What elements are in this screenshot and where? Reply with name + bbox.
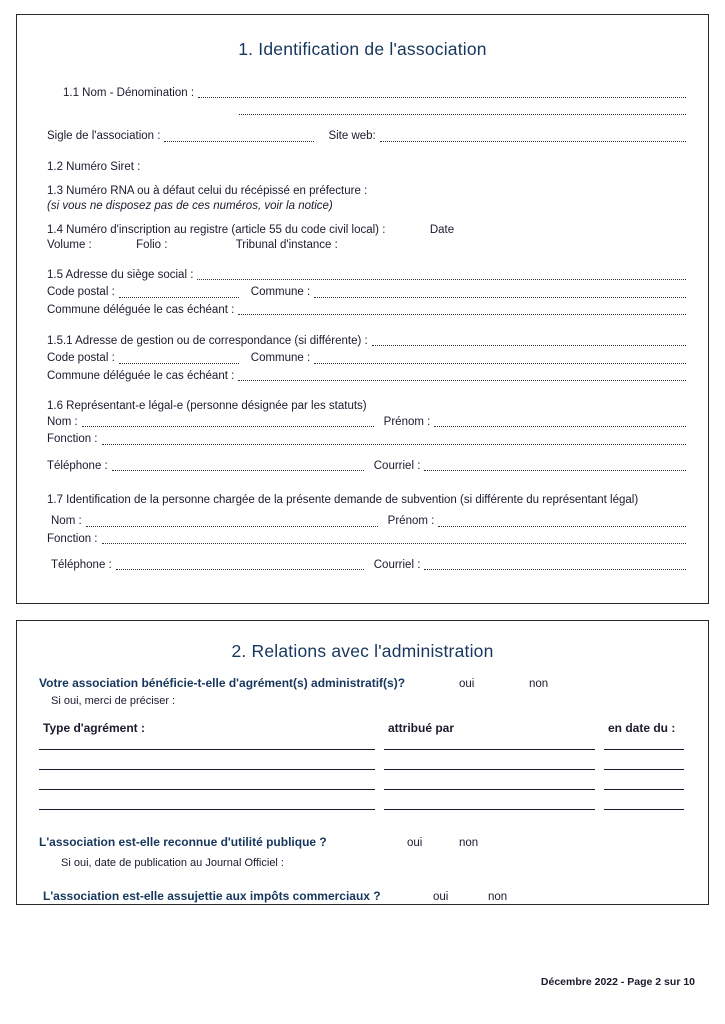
field-nom-denomination-line2	[39, 103, 686, 117]
field-personne-nom-prenom	[39, 514, 686, 528]
field-representant-fonction	[39, 432, 686, 446]
field-label: Commune :	[250, 352, 311, 365]
input-code-postal-siege[interactable]	[119, 286, 239, 298]
field-label: Commune déléguée le cas échéant :	[47, 369, 235, 382]
field-numero-rna-note: (si vous ne disposez pas de ces numéros, voir la notice)	[47, 199, 333, 212]
field-personne-telephone-courriel	[39, 558, 686, 572]
input-personne-courriel[interactable]	[424, 558, 686, 570]
section-1-title: 1. Identification de l'association	[238, 39, 487, 59]
field-label: 1.5.1 Adresse de gestion ou de correspondance (si différente) :	[47, 334, 368, 347]
input-type-agrement[interactable]	[39, 777, 375, 790]
field-label-tribunal[interactable]: Tribunal d'instance :	[235, 238, 338, 251]
agrement-table-header	[39, 721, 686, 735]
input-representant-telephone[interactable]	[112, 459, 364, 471]
input-en-date-du[interactable]	[604, 777, 684, 790]
input-attribue-par[interactable]	[384, 797, 595, 810]
field-label: Site web:	[328, 130, 376, 143]
question-impots-commerciaux	[39, 889, 686, 903]
input-commune-deleguee-gestion[interactable]	[238, 369, 686, 381]
input-sigle[interactable]	[164, 130, 314, 142]
field-representant-legal-title: 1.6 Représentant-e légal-e (personne désignée par les statuts)	[47, 400, 367, 412]
field-label: Téléphone :	[47, 459, 108, 472]
field-label-folio[interactable]: Folio :	[136, 238, 168, 251]
field-label: Fonction :	[47, 433, 98, 446]
field-label: Téléphone :	[51, 558, 112, 571]
question-utilite-publique	[39, 835, 686, 849]
field-numero-registre	[39, 224, 686, 236]
field-label: Code postal :	[47, 286, 115, 299]
option-oui-agrement[interactable]: oui	[459, 678, 475, 690]
field-numero-siret[interactable]: 1.2 Numéro Siret :	[47, 160, 141, 173]
option-non-impots[interactable]: non	[488, 891, 508, 903]
field-label: Commune déléguée le cas échéant :	[47, 303, 235, 316]
input-type-agrement[interactable]	[39, 737, 375, 750]
field-label: 1.4 Numéro d'inscription au registre (article 55 du code civil local) :	[47, 223, 386, 236]
field-adresse-siege	[39, 268, 686, 282]
input-representant-courriel[interactable]	[424, 459, 686, 471]
field-label: Commune :	[250, 286, 311, 299]
input-attribue-par[interactable]	[384, 777, 595, 790]
field-code-postal-siege	[39, 285, 686, 299]
field-label-date: Date	[429, 223, 455, 236]
question-agrement	[39, 676, 686, 690]
field-label: Fonction :	[47, 532, 98, 545]
input-adresse-gestion[interactable]	[372, 334, 686, 346]
field-label: Nom :	[47, 416, 78, 428]
question-label: L'association est-elle assujettie aux impôts commerciaux ?	[43, 889, 381, 903]
field-label: Code postal :	[47, 352, 115, 365]
input-en-date-du[interactable]	[604, 797, 684, 810]
input-personne-nom[interactable]	[86, 515, 378, 527]
input-nom-denomination[interactable]	[198, 86, 686, 98]
input-attribue-par[interactable]	[384, 737, 595, 750]
field-label: Courriel :	[373, 558, 421, 571]
field-label: Prénom :	[387, 515, 435, 528]
field-label: Courriel :	[373, 459, 421, 472]
input-en-date-du[interactable]	[604, 757, 684, 770]
input-personne-fonction[interactable]	[102, 532, 687, 544]
option-non-agrement[interactable]: non	[529, 678, 549, 690]
field-label: Sigle de l'association :	[47, 130, 161, 143]
input-en-date-du[interactable]	[604, 737, 684, 750]
note-agrement: Si oui, merci de préciser :	[51, 695, 176, 707]
input-attribue-par[interactable]	[384, 757, 595, 770]
field-representant-telephone-courriel	[39, 459, 686, 473]
table-row	[39, 797, 686, 810]
input-type-agrement[interactable]	[39, 797, 375, 810]
table-row	[39, 777, 686, 790]
field-label: Prénom :	[383, 416, 431, 428]
column-header-date: en date du :	[608, 721, 676, 735]
field-commune-deleguee-siege	[39, 303, 686, 317]
input-commune-deleguee-siege[interactable]	[238, 303, 686, 315]
page-footer: Décembre 2022 - Page 2 sur 10	[540, 976, 695, 988]
input-representant-fonction[interactable]	[102, 433, 687, 445]
column-header-attribue-par: attribué par	[388, 721, 455, 735]
input-type-agrement[interactable]	[39, 757, 375, 770]
section-relations-administration	[16, 620, 709, 905]
field-sigle	[39, 129, 686, 143]
input-personne-prenom[interactable]	[438, 515, 686, 527]
field-personne-chargee-title: 1.7 Identification de la personne chargée de la présente demande de subvention (si différente du représentant légal)	[47, 494, 639, 507]
field-registre-details	[39, 239, 686, 251]
input-personne-telephone[interactable]	[116, 558, 364, 570]
field-label: 1.5 Adresse du siège social :	[47, 268, 194, 281]
option-non-utilite-publique[interactable]: non	[459, 837, 479, 849]
table-row	[39, 757, 686, 770]
field-label-volume[interactable]: Volume :	[47, 238, 92, 251]
input-representant-nom[interactable]	[82, 415, 374, 427]
table-row	[39, 737, 686, 750]
field-nom-denomination	[39, 86, 686, 100]
field-adresse-gestion	[39, 334, 686, 348]
section-2-title: 2. Relations avec l'administration	[231, 641, 494, 661]
question-label: L'association est-elle reconnue d'utilité publique ?	[39, 835, 327, 849]
field-code-postal-gestion	[39, 351, 686, 365]
input-representant-prenom[interactable]	[434, 415, 686, 427]
note-utilite-publique: Si oui, date de publication au Journal Officiel :	[61, 857, 284, 869]
input-site-web[interactable]	[380, 130, 686, 142]
option-oui-impots[interactable]: oui	[433, 891, 449, 903]
field-label: Nom :	[51, 515, 82, 528]
question-label: Votre association bénéficie-t-elle d'agrément(s) administratif(s)?	[39, 676, 406, 690]
option-oui-utilite-publique[interactable]: oui	[407, 837, 423, 849]
section-identification	[16, 14, 709, 604]
input-nom-denomination-2[interactable]	[239, 103, 686, 115]
input-code-postal-gestion[interactable]	[119, 352, 239, 364]
column-header-type: Type d'agrément :	[43, 721, 145, 735]
input-commune-siege[interactable]	[314, 286, 686, 298]
field-label: 1.1 Nom - Dénomination :	[63, 87, 195, 99]
field-personne-fonction	[39, 532, 686, 546]
field-representant-nom-prenom	[39, 415, 686, 429]
field-numero-rna: 1.3 Numéro RNA ou à défaut celui du récépissé en préfecture :	[47, 184, 368, 197]
field-commune-deleguee-gestion	[39, 369, 686, 383]
input-adresse-siege[interactable]	[197, 268, 686, 280]
input-commune-gestion[interactable]	[314, 352, 686, 364]
